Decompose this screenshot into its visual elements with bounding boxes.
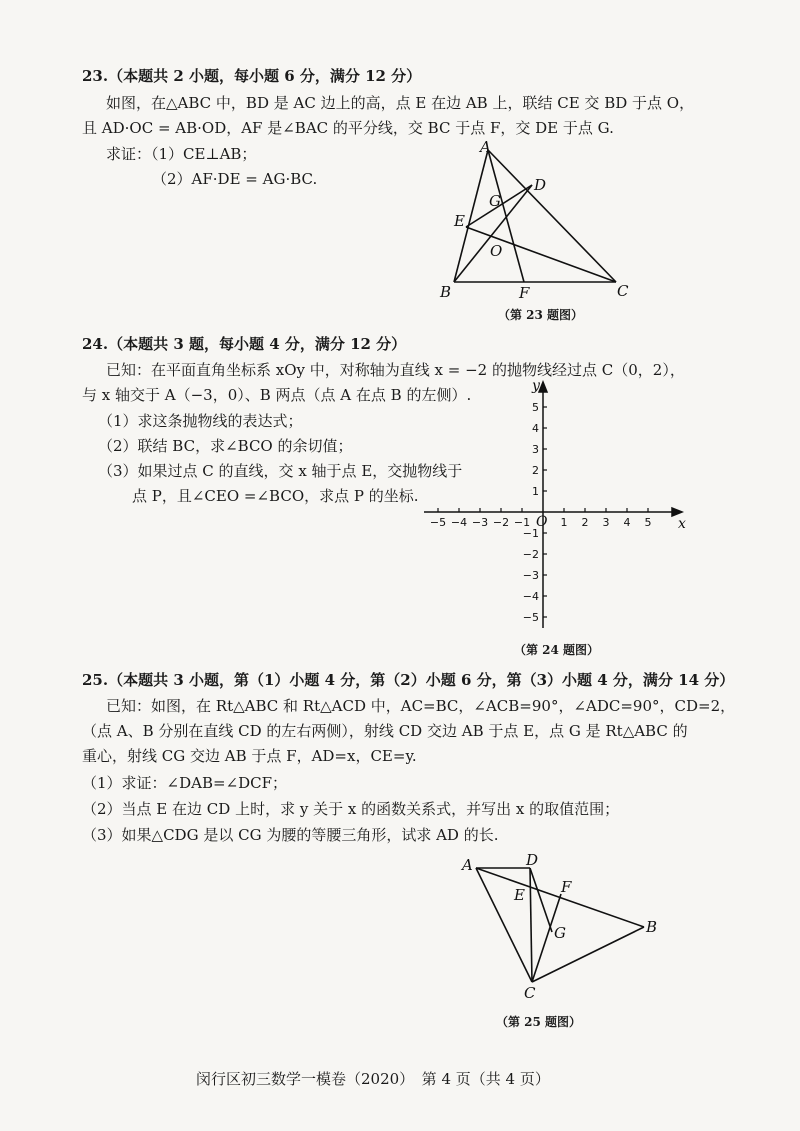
q23-proof-item2: （2）AF·DE = AG·BC. bbox=[152, 170, 318, 188]
q25-label-e: E bbox=[514, 886, 525, 904]
q25-caption: （第 25 题图） bbox=[496, 1015, 582, 1029]
q24-y-tick-label: 2 bbox=[532, 464, 539, 477]
q25-label-g: G bbox=[554, 924, 566, 942]
q24-y-tick-label: 5 bbox=[532, 401, 539, 414]
q24-x-tick-label: 3 bbox=[602, 516, 610, 529]
q24-y-tick-label: −2 bbox=[522, 548, 539, 561]
q24-heading: 24.（本题共 3 题，每小题 4 分，满分 12 分） bbox=[82, 335, 407, 353]
q24-text-line1: 已知：在平面直角坐标系 xOy 中，对称轴为直线 x = −2 的抛物线经过点 C（0，2）， bbox=[106, 361, 685, 379]
q24-y-tick-label: −1 bbox=[522, 527, 539, 540]
q24-caption: （第 24 题图） bbox=[514, 643, 600, 657]
q23-label-a: A bbox=[480, 138, 491, 156]
q25-label-b: B bbox=[646, 918, 658, 936]
q24-x-tick-label: 1 bbox=[560, 516, 568, 529]
q23-heading: 23.（本题共 2 小题，每小题 6 分，满分 12 分） bbox=[82, 67, 422, 85]
q23-segment-af bbox=[488, 150, 524, 282]
q25-text-line2: （点 A、B 分别在直线 CD 的左右两侧），射线 CD 交边 AB 于点 E，点 G 是 Rt△ABC 的 bbox=[82, 722, 688, 740]
q25-segment-bc bbox=[532, 927, 644, 982]
q25-label-d: D bbox=[526, 851, 539, 869]
q23-text-line1: 如图，在△ABC 中，BD 是 AC 边上的高，点 E 在边 AB 上，联结 CE 交 BD 于点 O， bbox=[106, 94, 695, 112]
q25-segment-dg bbox=[530, 868, 552, 932]
q25-label-a: A bbox=[462, 856, 473, 874]
q23-triangle-diagram bbox=[436, 140, 636, 310]
q25-item3: （3）如果△CDG 是以 CG 为腰的等腰三角形，试求 AD 的长. bbox=[82, 826, 499, 844]
q25-item2: （2）当点 E 在边 CD 上时，求 y 关于 x 的函数关系式，并写出 x 的取值范围； bbox=[82, 800, 620, 818]
q24-y-axis-label: y bbox=[532, 378, 540, 394]
q24-x-tick-label: −3 bbox=[471, 516, 489, 529]
q23-label-c: C bbox=[617, 282, 629, 300]
q24-item3-line1: （3）如果过点 C 的直线，交 x 轴于点 E，交抛物线于 bbox=[98, 462, 463, 480]
q25-label-f: F bbox=[561, 878, 572, 896]
q24-y-tick-label: 1 bbox=[532, 485, 539, 498]
q24-item1: （1）求这条抛物线的表达式； bbox=[98, 412, 303, 430]
q25-item1: （1）求证：∠DAB=∠DCF； bbox=[82, 774, 288, 792]
q25-heading: 25.（本题共 3 小题，第（1）小题 4 分，第（2）小题 6 分，第（3）小题 4 分，满分 14 分） bbox=[82, 671, 735, 689]
q25-segment-dc bbox=[530, 868, 532, 982]
q23-proof-item1: 求证：（1）CE⊥AB； bbox=[106, 145, 257, 163]
q25-triangle-diagram bbox=[454, 852, 674, 1002]
q24-x-tick-label: −5 bbox=[429, 516, 447, 529]
q24-origin-label: O bbox=[536, 514, 548, 530]
q24-y-tick-label: −5 bbox=[522, 611, 539, 624]
q24-x-tick-label: 4 bbox=[623, 516, 631, 529]
q24-y-axis-arrow bbox=[539, 382, 547, 392]
q25-text-line1: 已知：如图，在 Rt△ABC 和 Rt△ACD 中，AC=BC，∠ACB=90°，∠ADC=90°，CD=2， bbox=[106, 697, 736, 715]
q23-caption: （第 23 题图） bbox=[498, 308, 584, 322]
q23-segment-ce bbox=[466, 227, 616, 282]
q24-x-tick-label: 2 bbox=[581, 516, 589, 529]
q24-x-tick-label: 5 bbox=[644, 516, 652, 529]
q24-y-tick-label: −3 bbox=[522, 569, 539, 582]
page-footer: 闵行区初三数学一模卷（2020） 第 4 页（共 4 页） bbox=[196, 1070, 550, 1088]
q23-label-b: B bbox=[440, 283, 452, 301]
q23-label-d: D bbox=[534, 176, 547, 194]
q24-y-tick-label: 4 bbox=[532, 422, 539, 435]
q23-label-o: O bbox=[490, 242, 503, 260]
q24-x-axis-label: x bbox=[678, 516, 686, 532]
q23-label-g: G bbox=[489, 192, 501, 210]
q24-y-tick-label: 3 bbox=[532, 443, 539, 456]
q24-coordinate-grid bbox=[420, 376, 710, 636]
q25-label-c: C bbox=[524, 984, 536, 1002]
q24-item3-line2: 点 P，且∠CEO =∠BCO，求点 P 的坐标. bbox=[132, 487, 419, 505]
q24-item2: （2）联结 BC，求∠BCO 的余切值； bbox=[98, 437, 353, 455]
q24-x-tick-label: −1 bbox=[513, 516, 531, 529]
q25-text-line3: 重心，射线 CG 交边 AB 于点 F，AD=x，CE=y. bbox=[82, 747, 417, 765]
q24-x-tick-label: −2 bbox=[492, 516, 510, 529]
q24-x-tick-label: −4 bbox=[450, 516, 468, 529]
q23-text-line2: 且 AD·OC = AB·OD，AF 是∠BAC 的平分线，交 BC 于点 F，交 DE 于点 G. bbox=[82, 119, 614, 137]
q24-text-line2: 与 x 轴交于 A（−3，0）、B 两点（点 A 在点 B 的左侧）. bbox=[82, 386, 472, 404]
q24-x-axis-arrow bbox=[672, 508, 682, 516]
q23-label-f: F bbox=[519, 284, 530, 302]
q24-y-tick-label: −4 bbox=[522, 590, 539, 603]
q23-label-e: E bbox=[454, 212, 465, 230]
